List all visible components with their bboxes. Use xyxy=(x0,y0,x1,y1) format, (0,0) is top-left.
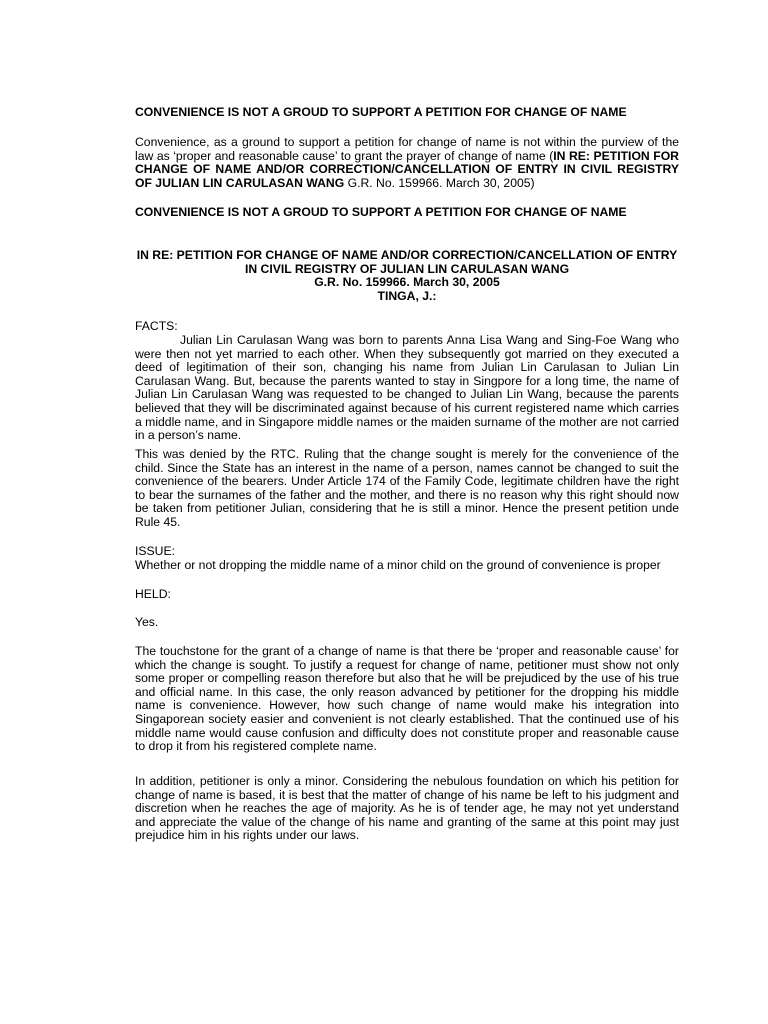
facts-label: FACTS: xyxy=(135,319,178,333)
issue-label: ISSUE: xyxy=(135,544,175,558)
summary-case-citation: IN RE: PETITION FOR CHANGE OF NAME AND/OR CORRECTION/CANCELLATION OF ENTRY IN CIVIL REGISTRY OF JULIAN LIN CARULASAN WANG xyxy=(135,148,679,190)
held-label: HELD: xyxy=(135,587,171,601)
repeat-heading: CONVENIENCE IS NOT A GROUD TO SUPPORT A PETITION FOR CHANGE OF NAME xyxy=(135,205,627,219)
facts-paragraph-1: Julian Lin Carulasan Wang was born to parents Anna Lisa Wang and Sing-Foe Wang who were then not yet married to each other. When they subsequently got married on they executed a deed of legitimation of their son, changing his name from Julian Lin Carulasan to Julian Lin Carulasan Wang. But, because the parents wanted to stay in Singpore for a long time, the name of Julian Lin Carulasan Wang was requested to be changed to Julian Lin Wang, because the parents believed that they will be discriminated against because of his current registered name which carries a middle name, and in Singapore middle names or the maiden surname of the mother are not carried in a person’s name. xyxy=(135,333,679,443)
held-paragraph-1: The touchstone for the grant of a change of name is that there be ‘proper and reasonable cause’ for which the change is sought. To justify a request for change of name, petitioner must show not only some proper or compelling reason therefore but also that he will be prejudiced by the use of his true and official name. In this case, the only reason advanced by petitioner for the dropping his middle name is convenience. However, how such change of name would make his integration into Singaporean society easier and convenient is not clearly established. That the continued use of his middle name would cause confusion and difficulty does not constitute proper and reasonable cause to drop it from his registered complete name. xyxy=(135,644,679,754)
summary-heading: CONVENIENCE IS NOT A GROUD TO SUPPORT A PETITION FOR CHANGE OF NAME xyxy=(135,105,627,119)
issue-text: Whether or not dropping the middle name of a minor child on the ground of convenience is proper xyxy=(135,558,661,572)
case-gr-number: G.R. No. 159966. March 30, 2005 xyxy=(314,275,500,290)
case-title-line-1: IN RE: PETITION FOR CHANGE OF NAME AND/OR CORRECTION/CANCELLATION OF ENTRY xyxy=(136,248,678,262)
case-caption xyxy=(135,249,679,303)
summary-paragraph xyxy=(135,136,679,190)
facts-paragraph-2: This was denied by the RTC. Ruling that the change sought is merely for the convenience of the child. Since the State has an interest in the name of a person, names cannot be changed to suit the convenience of the bearers. Under Article 174 of the Family Code, legitimate children have the right to bear the surnames of the father and the mother, and there is no reason why this right should now be taken from petitioner Julian, considering that he is still a minor. Hence the present petition unde Rule 45. xyxy=(135,447,679,529)
case-ponente: TINGA, J.: xyxy=(377,288,437,303)
held-answer: Yes. xyxy=(135,615,159,629)
held-paragraph-2: In addition, petitioner is only a minor. Considering the nebulous foundation on which his petition for change of name is based, it is best that the matter of change of his name be left to his judgment and discretion when he reaches the age of majority. As he is of tender age, he may not yet understand and appreciate the value of the change of his name and granting of the same at this point may just prejudice him in his rights under our laws. xyxy=(135,774,679,843)
summary-text: Convenience, as a ground to support a petition for change of name is not within the purview of the law as ‘proper and reasonable cause’ to grant the prayer of change of name ( xyxy=(135,135,679,163)
case-title-line-2: IN CIVIL REGISTRY OF JULIAN LIN CARULASAN WANG xyxy=(244,261,570,276)
summary-citation-tail: G.R. No. 159966. March 30, 2005) xyxy=(344,175,535,190)
